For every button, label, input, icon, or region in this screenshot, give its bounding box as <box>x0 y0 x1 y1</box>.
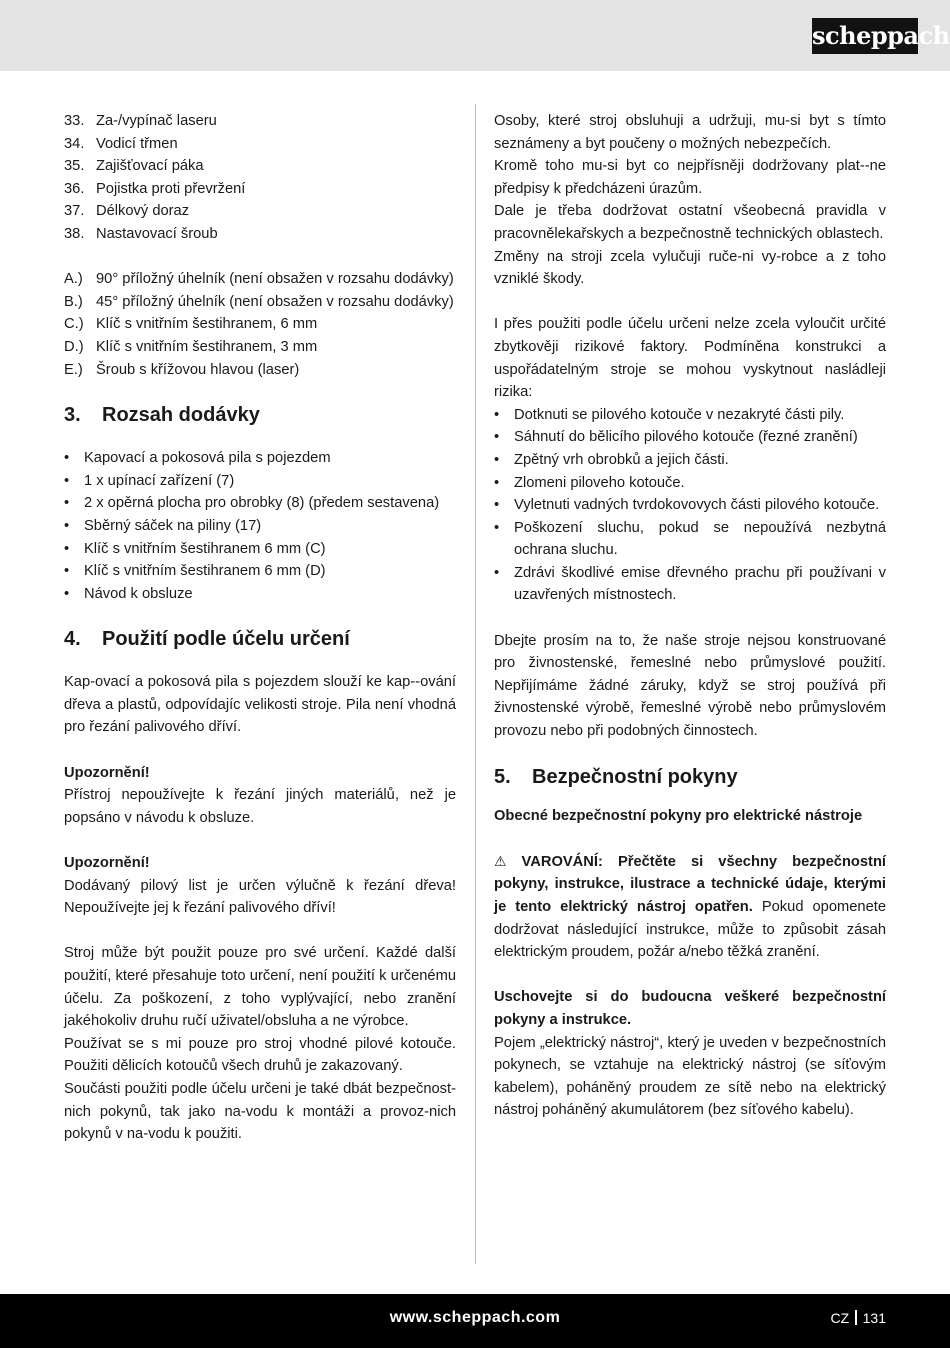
section-5-heading: 5. Bezpečnostní pokyny <box>494 765 738 788</box>
footer-bar <box>0 1294 950 1348</box>
list-item: • Sáhnutí do bělicího pilového kotouče (řezné zranění) <box>494 426 886 449</box>
list-item: • Poškození sluchu, pokud se nepoužívá nezbytná ochrana sluchu. <box>494 517 886 562</box>
note-text: Přístroj nepoužívejte k řezání jiných materiálů, než je popsáno v návodu k obsluze. <box>64 787 456 826</box>
paragraph: Stroj může být použit pouze pro své určení. Každé další použití, které přesahuje toto určení, není použití k určenému účelu. Za poškození, z toho vyplývající, nebo zranění jakéhokoliv druhu ručí uživatel/obsluha a ne výrobce. <box>64 945 456 1030</box>
warning-triangle-icon: ⚠ <box>494 852 518 869</box>
paragraph: I přes použiti podle účelu určeni nelze zcela vyloučit určité zbytkověji rizikové faktory. Podmíněna konstrukci a uspořádatelným stroje se mohou vyskytnout nasládleji rizika: <box>494 316 886 401</box>
column-divider <box>475 104 476 1264</box>
paragraph: Dale je třeba dodržovat ostatní všeobecná pravidla v pracovnělekařskych a bezpečnostně technických oblastech. <box>494 203 886 242</box>
delivery-list <box>64 447 456 605</box>
list-item: E.) Šroub s křížovou hlavou (laser) <box>64 361 300 378</box>
header-bar <box>0 0 950 71</box>
page-num: 131 <box>862 1310 886 1326</box>
list-item: • Kapovací a pokosová pila s pojezdem <box>64 447 456 470</box>
paragraph: Změny na stroji zcela vylučuji ruče-ni vy-robce a z toho vzniklé škody. <box>494 248 886 288</box>
paragraph: Osoby, které stroj obsluhuji a udržuji, mu-si byt s tímto seznámeny a byt poučeny o možných nebezpečích. <box>494 113 886 152</box>
list-item: A.) 90° příložný úhelník (není obsažen v rozsahu dodávky) <box>64 271 454 288</box>
paragraph: Dbejte prosím na to, že naše stroje nejsou konstruované pro živnostenské, řemeslné nebo průmyslové použití. Nepřijímáme žádné záruky, když se stroj používá při živnostenské výrobě, řemeslné výrobě nebo průmyslovém provozu nebo při podobných činnostech. <box>494 632 886 740</box>
accessories-list <box>64 268 456 381</box>
list-item: • Zlomeni piloveho kotouče. <box>494 472 886 495</box>
list-item: • Klíč s vnitřním šestihranem 6 mm (D) <box>64 560 456 583</box>
paragraph: Používat se s mi pouze pro stroj vhodné pilové kotouče. Použiti dělicích kotoučů všech druhů je zakazovaný. <box>64 1035 456 1075</box>
parts-list <box>64 110 456 246</box>
list-item: 38. Nastavovací šroub <box>64 225 218 242</box>
paragraph: Součásti použiti podle účelu určeni je také dbát bezpečnost-nich pokynů, tak jako na-vodu k montáži a provoz-nich pokynů v na-vodu k použiti. <box>64 1080 456 1143</box>
list-item: • Návod k obsluze <box>64 583 456 606</box>
risks-list <box>494 404 886 607</box>
website-link[interactable]: www.scheppach.com <box>389 1309 561 1326</box>
list-item: • Vyletnuti vadných tvrdokovovych části pilového kotouče. <box>494 494 886 517</box>
list-item: B.) 45° příložný úhelník (není obsažen v rozsahu dodávky) <box>64 293 454 310</box>
list-item: • Dotknuti se pilového kotouče v nezakryté části pily. <box>494 404 886 427</box>
separator <box>855 1310 857 1325</box>
intended-use-text: Kap-ovací a pokosová pila s pojezdem slouží ke kap--ování dřeva a plastů, odpovídajíc velikosti stroje. Pila není vhodná pro řezání palivového dříví. <box>64 674 456 736</box>
note-heading: Upozornění! <box>64 855 150 872</box>
list-item: 33. Za-/vypínač laseru <box>64 113 217 129</box>
note-text: Dodávaný pilový list je určen výlučně k řezání dřeva! Nepoužívejte jej k řezání palivového dříví! <box>64 877 456 917</box>
list-item: • Zpětný vrh obrobků a jejich části. <box>494 449 886 472</box>
paragraph: Pojem „elektrický nástroj“, který je uveden v bezpečnostních pokynech, se vztahuje na elektrický nástroj (se síťovým kabelem), poháněný proudem ze sítě nebo na elektrický nástroj poháněný akumulátorem (bez síťového kabelu). <box>494 1034 886 1119</box>
list-item: 36. Pojistka proti převržení <box>64 180 246 197</box>
list-item: C.) Klíč s vnitřním šestihranem, 6 mm <box>64 316 318 333</box>
list-item: 34. Vodicí třmen <box>64 135 178 152</box>
list-item: • 1 x upínací zařízení (7) <box>64 470 456 493</box>
paragraph: Kromě toho mu-si byt co nejpřísněji dodržovany plat--ne předpisy k předcházeni úrazům. <box>494 158 886 197</box>
list-item: • 2 x opěrná plocha pro obrobky (8) (předem sestavena) <box>64 492 456 515</box>
scheppach-logo: scheppach <box>812 18 918 54</box>
right-column <box>494 110 886 1122</box>
list-item: 35. Zajišťovací páka <box>64 158 204 175</box>
subsection-heading: Uschovejte si do budoucna veškeré bezpečnostní pokyny a instrukce. <box>494 989 886 1028</box>
list-item: • Zdrávi škodlivé emise dřevného prachu při používani v uzavřených místnostech. <box>494 562 886 607</box>
language-code: CZ <box>830 1310 850 1326</box>
section-3-heading: 3. Rozsah dodávky <box>64 404 260 427</box>
list-item: • Sběrný sáček na piliny (17) <box>64 515 456 538</box>
warning-paragraph: ⚠ VAROVÁNÍ: Přečtěte si všechny bezpečnostní pokyny, instrukce, ilustrace a technické údaje, kterými je tento elektrický nástroj opatřen. Pokud opomenete dodržovat následující instrukce, může to způsobit zásah elektrickým proudem, požár a/nebo těžká zranění. <box>494 852 886 961</box>
list-item: D.) Klíč s vnitřním šestihranem, 3 mm <box>64 338 318 355</box>
left-column <box>64 110 456 1146</box>
page-number <box>830 1310 886 1326</box>
section-4-heading: 4. Použití podle účelu určení <box>64 628 350 651</box>
note-heading: Upozornění! <box>64 764 150 781</box>
subsection-heading: Obecné bezpečnostní pokyny pro elektrické nástroje <box>494 807 863 824</box>
list-item: • Klíč s vnitřním šestihranem 6 mm (C) <box>64 538 456 561</box>
list-item: 37. Délkový doraz <box>64 203 190 220</box>
